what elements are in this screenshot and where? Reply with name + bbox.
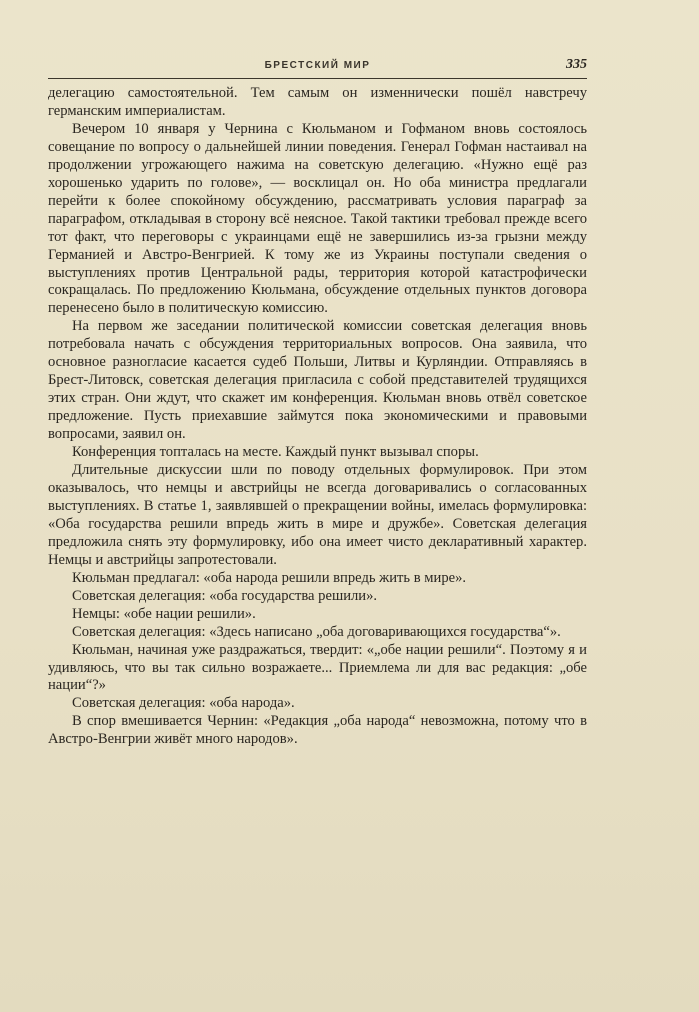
paragraph: Кюльман предлагал: «оба народа решили впредь жить в мире». — [72, 569, 467, 586]
paragraph: Немцы: «обе нации решили». — [72, 605, 256, 622]
page-header — [48, 56, 587, 76]
paragraph: На первом же заседании политической комиссии советская делегация вновь потребовала начать с обсуждения территориальных вопросов. Она заявила, что основное разногласие касается судеб Польши, Литвы и Курляндии. Отправляясь в Брест-Литовск, советская делегация пригласила с собой представителей трудящихся этих стран. Они ждут, что скажет им конференция. Кюльман вновь отвёл советское предложение. Пусть приехавшие займутся пока экономическими и правовыми вопросами, заявил он. — [48, 318, 587, 443]
paragraph: Кюльман, начиная уже раздражаться, твердит: «„обе нации решили“. Поэтому я и удивляюсь, что вы так сильно возражаете... Приемлема ли для вас редакция: „обе нации“?» — [48, 641, 587, 694]
header-rule — [48, 78, 587, 79]
paragraph: Длительные дискуссии шли по поводу отдельных формулировок. При этом оказывалось, что немцы и австрийцы не всегда договаривались о согласованных выступлениях. В статье 1, заявлявшей о прекращении войны, имелась формулировка: «Оба государства решили впредь жить в мире и дружбе». Советская делегация предложила снять эту формулировку, ибо она имеет чисто декларативный характер. Немцы и австрийцы запротестовали. — [48, 462, 587, 568]
paragraph: Советская делегация: «оба народа». — [72, 695, 295, 712]
paragraph: Конференция топталась на месте. Каждый пункт вызывал споры. — [72, 444, 479, 461]
paragraph: В спор вмешивается Чернин: «Редакция „оба народа“ невозможна, потому что в Австро-Венгрии живёт много народов». — [48, 713, 587, 748]
running-title: БРЕСТСКИЙ МИР — [264, 60, 371, 71]
body-text — [48, 85, 587, 749]
paragraph: делегацию самостоятельной. Тем самым он изменнически пошёл навстречу германским империалистам. — [48, 85, 587, 119]
paragraph: Советская делегация: «Здесь написано „оба договаривающихся государства“». — [72, 623, 561, 640]
page-number: 335 — [566, 57, 587, 72]
paragraph: Советская делегация: «оба государства решили». — [72, 587, 378, 604]
paragraph: Вечером 10 января у Чернина с Кюльманом и Гофманом вновь состоялось совещание по вопросу о дальнейшей линии поведения. Генерал Гофман настаивал на продолжении угрожающего нажима на советскую делегацию. «Нужно ещё раз хорошенько ударить по голове», — восклицал он. Но оба министра предлагали перейти к более спокойному обсуждению, рассматривать условия параграф за параграфом, откладывая в сторону всё неясное. Такой тактики требовал прежде всего тот факт, что переговоры с украинцами ещё не завершились из-за грызни между Германией и Австро-Венгрией. К тому же из Украины поступали сведения о выступлениях против Центральной рады, территория которой катастрофически сокращалась. По предложению Кюльмана, обсуждение отдельных пунктов договора перенесено было в политическую комиссию. — [48, 120, 587, 317]
